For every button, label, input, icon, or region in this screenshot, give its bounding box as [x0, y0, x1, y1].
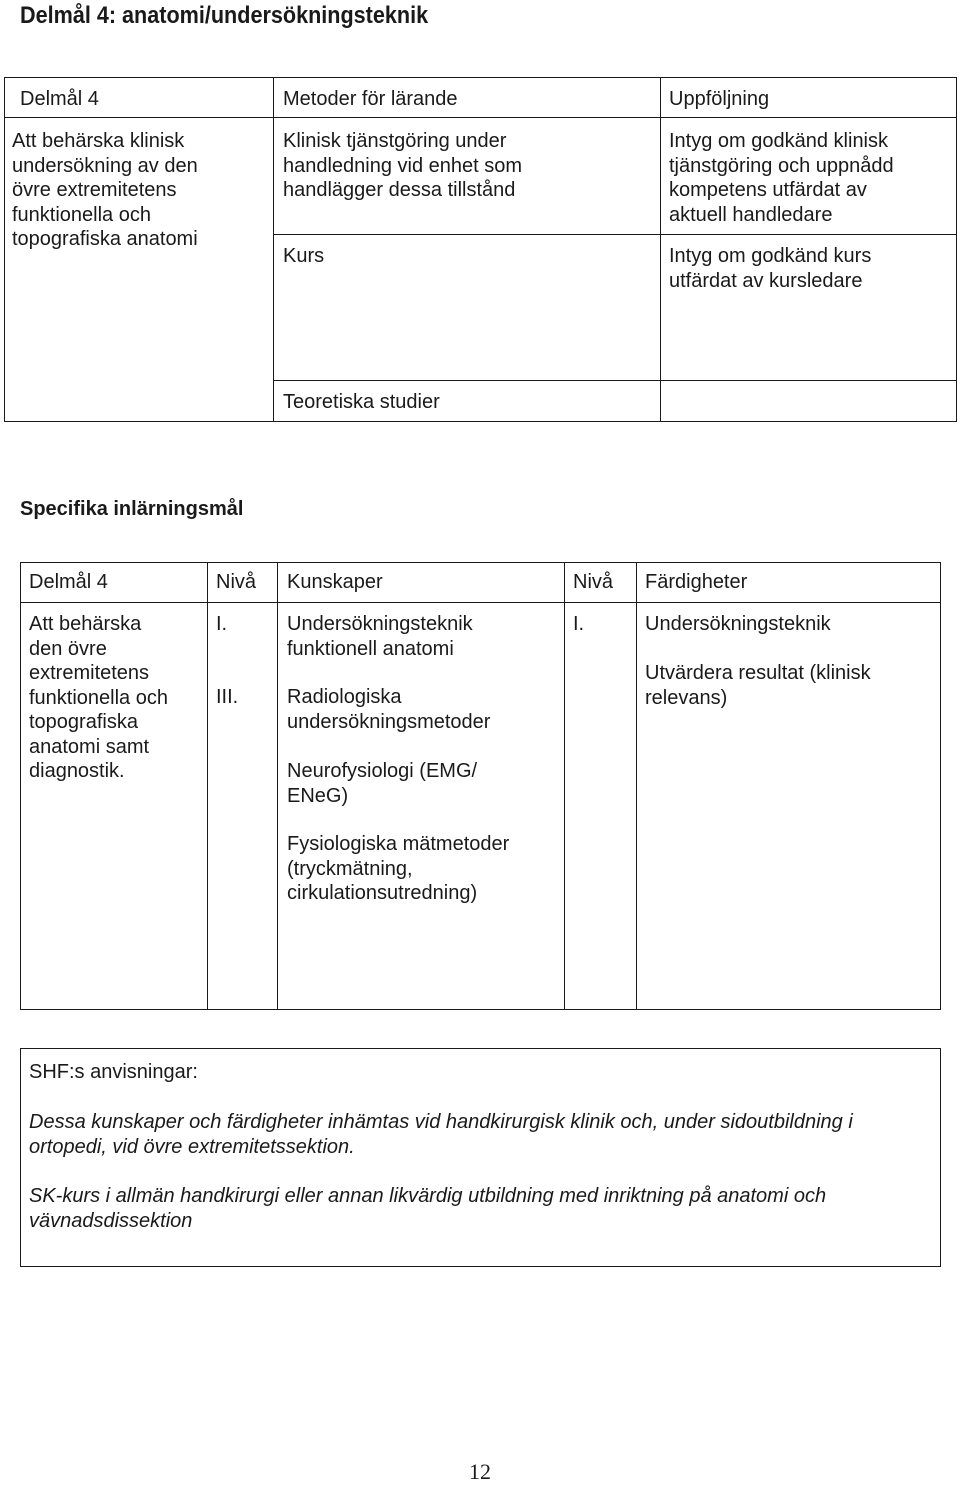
skill-level: I. [573, 613, 585, 635]
column-divider [636, 562, 637, 1010]
knowledge-item: Neurofysiologi (EMG/ ENeG) [287, 760, 478, 807]
skill-item: Undersökningsteknik [645, 613, 831, 635]
knowledge-level: I. [216, 613, 228, 635]
header-delmal: Delmål 4 [20, 88, 99, 110]
shf-paragraph: SK-kurs i allmän handkirurgi eller annan likvärdig utbildning med inriktning på anatomi och vävnadsdissektion [29, 1185, 827, 1232]
header-divider [4, 117, 957, 118]
section-heading: Specifika inlärningsmål [20, 498, 244, 520]
method-teoretiska: Teoretiska studier [283, 391, 440, 413]
knowledge-item: Undersökningsteknik funktionell anatomi [287, 613, 473, 660]
header-delmal: Delmål 4 [29, 571, 108, 593]
goal-text: Att behärska den övre extremitetens funktionella och topografiska anatomi samt diagnostik. [29, 613, 168, 782]
shf-heading: SHF:s anvisningar: [29, 1061, 198, 1083]
followup-kurs: Intyg om godkänd kurs utfärdat av kursledare [669, 245, 872, 292]
row-divider [273, 234, 957, 235]
column-divider [660, 77, 661, 422]
knowledge-item: Fysiologiska mätmetoder (tryckmätning, cirkulationsutredning) [287, 833, 510, 904]
column-divider [273, 77, 274, 422]
followup-klinisk: Intyg om godkänd klinisk tjänstgöring och uppnådd kompetens utfärdat av aktuell handledare [669, 130, 894, 226]
method-klinisk: Klinisk tjänstgöring under handledning vid enhet som handlägger dessa tillstånd [283, 130, 523, 201]
column-divider [564, 562, 565, 1010]
header-uppfoljning: Uppföljning [669, 88, 770, 110]
header-kunskaper: Kunskaper [287, 571, 383, 593]
header-divider [20, 602, 941, 603]
skill-item: Utvärdera resultat (klinisk relevans) [645, 662, 871, 709]
method-kurs: Kurs [283, 245, 325, 267]
header-niva: Nivå [216, 571, 257, 593]
header-niva: Nivå [573, 571, 614, 593]
header-metoder: Metoder för lärande [283, 88, 458, 110]
row-divider [273, 380, 957, 381]
knowledge-item: Radiologiska undersökningsmetoder [287, 686, 491, 733]
column-divider [207, 562, 208, 1010]
page-title: Delmål 4: anatomi/undersökningsteknik [20, 2, 429, 29]
page-number: 12 [469, 1459, 491, 1484]
header-fardigheter: Färdigheter [645, 571, 748, 593]
shf-paragraph: Dessa kunskaper och färdigheter inhämtas vid handkirurgisk klinik och, under sidoutbildning i ortopedi, vid övre extremitetssektion. [29, 1111, 853, 1158]
column-divider [277, 562, 278, 1010]
goal-text: Att behärska klinisk undersökning av den övre extremitetens funktionella och topografiska anatomi [12, 130, 198, 250]
knowledge-level: III. [216, 686, 239, 708]
